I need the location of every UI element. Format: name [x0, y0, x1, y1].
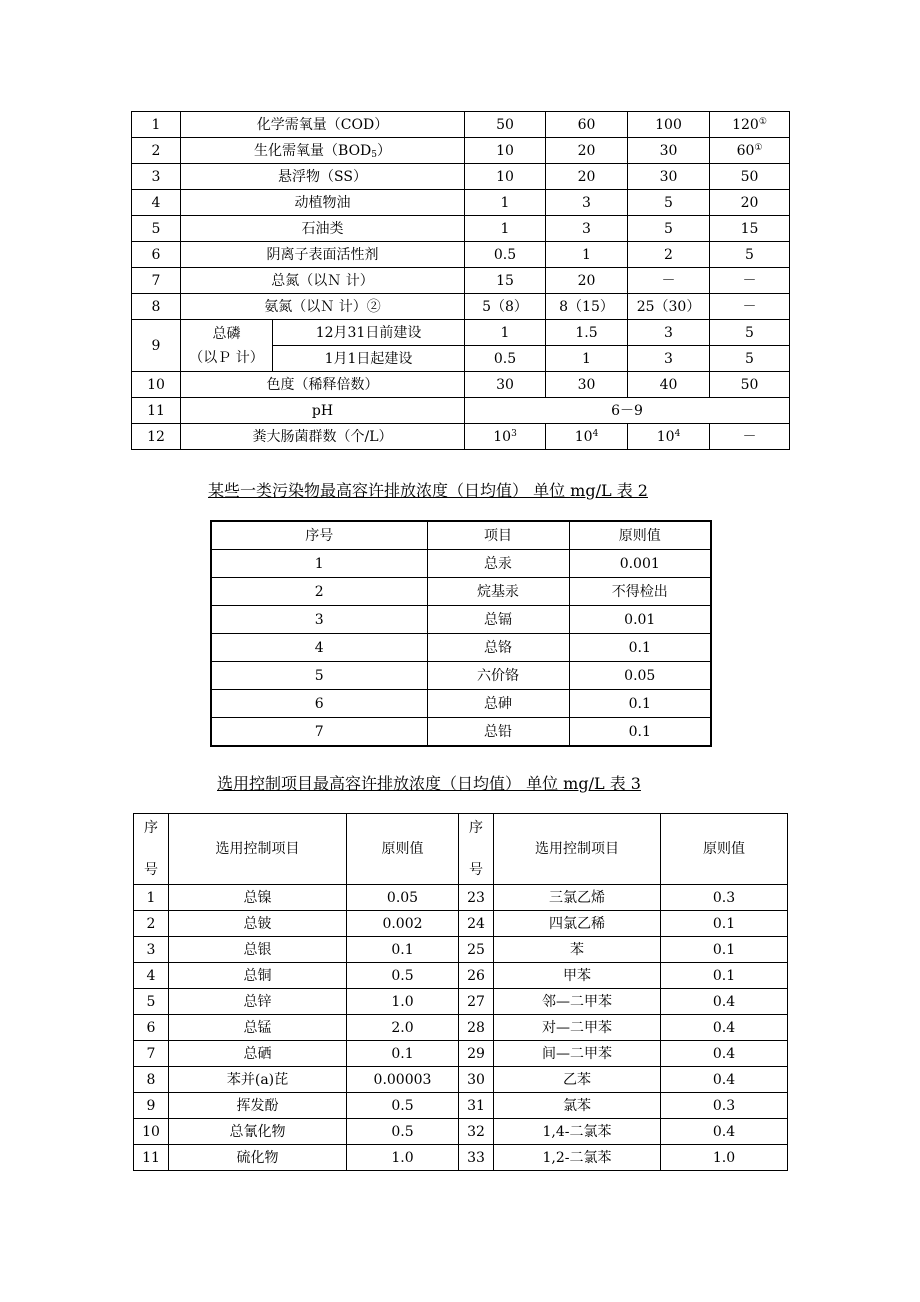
value-cell: 0.1 [347, 1041, 459, 1067]
seq-head-bottom: 号 [469, 862, 483, 878]
table-row [134, 1015, 788, 1041]
value-cell: 5 [710, 320, 790, 346]
value-cell [710, 112, 790, 138]
value-cell: 1.5 [546, 320, 628, 346]
value-cell: 20 [546, 164, 628, 190]
table-row [134, 1067, 788, 1093]
seq-head-top: 序 [469, 820, 483, 836]
value-cell: 0.5 [465, 242, 546, 268]
item-name: 挥发酚 [169, 1093, 347, 1119]
value-cell: 0.4 [661, 989, 788, 1015]
table-row [211, 662, 711, 690]
value-cell: 5 [710, 242, 790, 268]
value-cell: 3 [546, 216, 628, 242]
value-cell: － [710, 294, 790, 320]
table-row [134, 1145, 788, 1171]
value-cell: 30 [628, 138, 710, 164]
row-number: 1 [134, 885, 169, 911]
row-number: 2 [132, 138, 181, 164]
value-cell: 0.3 [661, 1093, 788, 1119]
standards-table-1 [131, 111, 790, 450]
value-cell: 30 [546, 372, 628, 398]
table-header-row [134, 814, 788, 885]
value-cell: － [710, 424, 790, 450]
row-number: 25 [459, 937, 494, 963]
row-number: 12 [132, 424, 181, 450]
value-cell [628, 424, 710, 450]
value-cell: 0.4 [661, 1067, 788, 1093]
row-number: 8 [134, 1067, 169, 1093]
value-cell: 0.1 [347, 937, 459, 963]
value-cell: 50 [710, 372, 790, 398]
value-cell: 0.01 [569, 606, 711, 634]
row-number: 7 [134, 1041, 169, 1067]
row-number: 28 [459, 1015, 494, 1041]
value-cell: 0.05 [347, 885, 459, 911]
value-cell: 5 [628, 216, 710, 242]
column-header: 原则值 [569, 521, 711, 550]
group-name-line: （以Ｐ 计） [189, 349, 264, 366]
row-number: 4 [132, 190, 181, 216]
item-name: 总铅 [427, 718, 569, 747]
row-number: 7 [211, 718, 427, 747]
item-name: 甲苯 [494, 963, 661, 989]
value-number: 60 [736, 142, 755, 159]
seq-head-top: 序 [144, 820, 158, 836]
item-name: pH [181, 398, 465, 424]
value-base: 10 [656, 428, 675, 445]
table-row [132, 138, 790, 164]
value-cell: 5（8） [465, 294, 546, 320]
item-name: 烷基汞 [427, 578, 569, 606]
row-number: 6 [134, 1015, 169, 1041]
exponent: 4 [592, 428, 599, 439]
footnote-marker: ① [758, 116, 767, 127]
item-name: 间—二甲苯 [494, 1041, 661, 1067]
value-cell: 0.1 [569, 690, 711, 718]
item-name: 苯 [494, 937, 661, 963]
value-cell: 20 [710, 190, 790, 216]
value-cell: 2.0 [347, 1015, 459, 1041]
row-number: 3 [211, 606, 427, 634]
value-cell: 不得检出 [569, 578, 711, 606]
item-name: 总汞 [427, 550, 569, 578]
table-row [134, 885, 788, 911]
item-name: 总氰化物 [169, 1119, 347, 1145]
row-number: 3 [132, 164, 181, 190]
value-cell: 1 [465, 216, 546, 242]
item-name: 邻—二甲苯 [494, 989, 661, 1015]
exponent: 4 [674, 428, 681, 439]
row-number: 6 [132, 242, 181, 268]
value-cell: 40 [628, 372, 710, 398]
value-range: 6－9 [465, 398, 790, 424]
item-name: 总铬 [427, 634, 569, 662]
value-cell: 0.002 [347, 911, 459, 937]
item-name: 悬浮物（SS） [181, 164, 465, 190]
row-number: 33 [459, 1145, 494, 1171]
value-cell: 0.1 [569, 634, 711, 662]
table-row [134, 989, 788, 1015]
exponent: 3 [511, 428, 517, 439]
row-number: 30 [459, 1067, 494, 1093]
row-number: 32 [459, 1119, 494, 1145]
item-name: 氨氮（以Ｎ 计）② [181, 294, 465, 320]
value-cell: 0.4 [661, 1015, 788, 1041]
column-header: 选用控制项目 [169, 814, 347, 885]
item-name: 三氯乙烯 [494, 885, 661, 911]
value-cell: 3 [628, 320, 710, 346]
item-name: 化学需氧量（COD） [181, 112, 465, 138]
value-cell: 30 [465, 372, 546, 398]
value-cell: 10 [465, 164, 546, 190]
column-header-seq [134, 814, 169, 885]
item-name: 总镍 [169, 885, 347, 911]
row-number: 9 [132, 320, 181, 372]
row-number: 3 [134, 937, 169, 963]
value-cell: 0.05 [569, 662, 711, 690]
row-number: 26 [459, 963, 494, 989]
item-name-text: 生化需氧量（BOD [254, 142, 372, 159]
value-cell [710, 138, 790, 164]
value-cell: 5 [628, 190, 710, 216]
row-number: 2 [211, 578, 427, 606]
group-name-line: 总磷 [212, 325, 241, 342]
value-cell: 0.5 [465, 346, 546, 372]
value-cell: 1.0 [347, 989, 459, 1015]
value-cell: 10 [465, 138, 546, 164]
row-number: 24 [459, 911, 494, 937]
item-name: 1,2-二氯苯 [494, 1145, 661, 1171]
row-number: 5 [134, 989, 169, 1015]
row-number: 27 [459, 989, 494, 1015]
item-name: 总铍 [169, 911, 347, 937]
item-name: 六价铬 [427, 662, 569, 690]
row-number: 6 [211, 690, 427, 718]
item-name: 总硒 [169, 1041, 347, 1067]
item-name: 氯苯 [494, 1093, 661, 1119]
value-cell: － [628, 268, 710, 294]
row-number: 5 [132, 216, 181, 242]
table-row [134, 963, 788, 989]
table-row [132, 372, 790, 398]
item-name: 四氯乙稀 [494, 911, 661, 937]
item-name: 对—二甲苯 [494, 1015, 661, 1041]
value-cell: 0.5 [347, 963, 459, 989]
value-cell: 1 [465, 190, 546, 216]
value-cell: 1 [546, 346, 628, 372]
column-header: 原则值 [347, 814, 459, 885]
column-header-seq [459, 814, 494, 885]
row-number: 10 [132, 372, 181, 398]
table-row [134, 937, 788, 963]
group-name [181, 320, 273, 372]
item-name: 动植物油 [181, 190, 465, 216]
item-name: 色度（稀释倍数） [181, 372, 465, 398]
item-name: 乙苯 [494, 1067, 661, 1093]
item-name [181, 138, 465, 164]
item-name: 总银 [169, 937, 347, 963]
value-cell: 0.001 [569, 550, 711, 578]
value-cell: 20 [546, 138, 628, 164]
table-row [132, 216, 790, 242]
item-name: 总镉 [427, 606, 569, 634]
column-header: 序号 [211, 521, 427, 550]
row-number: 2 [134, 911, 169, 937]
value-cell: 5 [710, 346, 790, 372]
table-row [132, 164, 790, 190]
column-header: 项目 [427, 521, 569, 550]
table-row [134, 1041, 788, 1067]
row-number: 9 [134, 1093, 169, 1119]
value-cell [465, 424, 546, 450]
value-cell: 0.5 [347, 1093, 459, 1119]
table-row [132, 294, 790, 320]
table-row [211, 550, 711, 578]
sub-item-name: 1月1日起建设 [273, 346, 465, 372]
item-name: 总锰 [169, 1015, 347, 1041]
value-cell: 15 [710, 216, 790, 242]
item-name: 苯并(a)芘 [169, 1067, 347, 1093]
value-cell [546, 424, 628, 450]
table-row [211, 634, 711, 662]
subscript: 5 [371, 149, 377, 160]
row-number: 4 [211, 634, 427, 662]
value-number: 120 [732, 116, 759, 133]
item-name: 总氮（以Ｎ 计） [181, 268, 465, 294]
row-number: 1 [132, 112, 181, 138]
value-cell: 1 [546, 242, 628, 268]
value-cell: 1 [465, 320, 546, 346]
item-name: 总砷 [427, 690, 569, 718]
row-number: 31 [459, 1093, 494, 1119]
standards-table-2 [210, 520, 712, 747]
row-number: 1 [211, 550, 427, 578]
value-cell: 15 [465, 268, 546, 294]
column-header: 原则值 [661, 814, 788, 885]
standards-table-3 [133, 813, 788, 1171]
table-row [134, 1119, 788, 1145]
value-cell: 3 [546, 190, 628, 216]
value-cell: 0.1 [661, 937, 788, 963]
value-cell: 60 [546, 112, 628, 138]
value-cell: 3 [628, 346, 710, 372]
value-cell: 0.5 [347, 1119, 459, 1145]
item-name: 粪大肠菌群数（个/L） [181, 424, 465, 450]
value-cell: 0.00003 [347, 1067, 459, 1093]
row-number: 11 [134, 1145, 169, 1171]
value-cell: 0.1 [661, 911, 788, 937]
table-2-caption: 某些一类污染物最高容许排放浓度（日均值） 单位 mg/L 表 2 [208, 481, 648, 500]
value-cell: － [710, 268, 790, 294]
value-cell: 0.3 [661, 885, 788, 911]
table-row [211, 606, 711, 634]
table-row [132, 320, 790, 346]
row-number: 4 [134, 963, 169, 989]
column-header: 选用控制项目 [494, 814, 661, 885]
value-cell: 30 [628, 164, 710, 190]
value-base: 10 [493, 428, 512, 445]
value-cell: 100 [628, 112, 710, 138]
value-cell: 2 [628, 242, 710, 268]
table-row [132, 112, 790, 138]
table-row [211, 718, 711, 747]
table-row [211, 690, 711, 718]
value-cell: 0.1 [661, 963, 788, 989]
item-name-suffix: ） [377, 142, 391, 159]
table-row [132, 398, 790, 424]
table-row [132, 268, 790, 294]
table-3-caption: 选用控制项目最高容许排放浓度（日均值） 单位 mg/L 表 3 [217, 774, 641, 793]
item-name: 总铜 [169, 963, 347, 989]
value-cell: 1.0 [661, 1145, 788, 1171]
footnote-marker: ① [754, 142, 763, 153]
table-row [134, 1093, 788, 1119]
value-cell: 8（15） [546, 294, 628, 320]
value-cell: 0.1 [569, 718, 711, 747]
table-row [134, 911, 788, 937]
table-row [132, 242, 790, 268]
table-row [211, 578, 711, 606]
row-number: 5 [211, 662, 427, 690]
row-number: 23 [459, 885, 494, 911]
row-number: 11 [132, 398, 181, 424]
table-3-body [134, 885, 788, 1171]
row-number: 8 [132, 294, 181, 320]
value-cell: 20 [546, 268, 628, 294]
value-cell: 25（30） [628, 294, 710, 320]
value-cell: 50 [710, 164, 790, 190]
sub-item-name: 12月31日前建设 [273, 320, 465, 346]
item-name: 阴离子表面活性剂 [181, 242, 465, 268]
seq-head-bottom: 号 [144, 862, 158, 878]
table-row [132, 190, 790, 216]
item-name: 1,4-二氯苯 [494, 1119, 661, 1145]
value-cell: 1.0 [347, 1145, 459, 1171]
value-cell: 0.4 [661, 1119, 788, 1145]
row-number: 29 [459, 1041, 494, 1067]
row-number: 7 [132, 268, 181, 294]
item-name: 石油类 [181, 216, 465, 242]
value-cell: 50 [465, 112, 546, 138]
table-header-row [211, 521, 711, 550]
item-name: 总锌 [169, 989, 347, 1015]
table-row [132, 424, 790, 450]
row-number: 10 [134, 1119, 169, 1145]
item-name: 硫化物 [169, 1145, 347, 1171]
value-cell: 0.4 [661, 1041, 788, 1067]
value-base: 10 [574, 428, 593, 445]
